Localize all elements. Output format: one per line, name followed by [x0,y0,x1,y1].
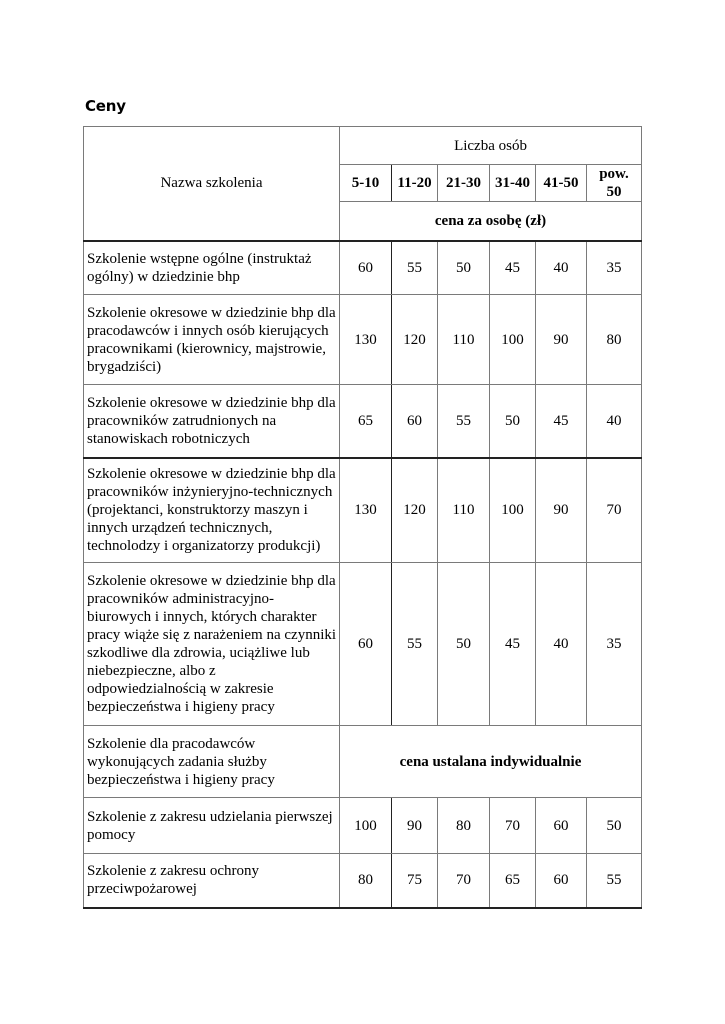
individual-price-note: cena ustalana indywidualnie [340,726,642,798]
price-cell: 110 [438,458,490,563]
page-title: Ceny [85,97,126,115]
price-cell: 60 [536,854,587,908]
training-name: Szkolenie okresowe w dziedzinie bhp dla pracodawców i innych osób kierujących pracownikami (kierownicy, majstrowie, brygadziści) [84,295,340,385]
table-row [84,385,642,458]
price-cell: 100 [340,798,392,854]
price-cell: 50 [438,241,490,295]
training-name: Szkolenie okresowe w dziedzinie bhp dla pracowników inżynieryjno-technicznych (projektanci, konstruktorzy maszyn i innych urządzeń technicznych, technolodzy i organizatorzy produkcji) [84,458,340,563]
price-cell: 110 [438,295,490,385]
price-cell: 40 [536,241,587,295]
price-cell: 65 [340,385,392,458]
column-header: 11-20 [392,165,438,202]
column-header: 41-50 [536,165,587,202]
price-table [83,126,642,909]
training-name: Szkolenie okresowe w dziedzinie bhp dla pracowników administracyjno-biurowych i innych, których charakter pracy wiąże się z narażeniem na czynniki szkodliwe dla zdrowia, uciążliwe lub niebezpieczne, albo z odpowiedzialnością w zakresie bezpieczeństwa i higieny pracy [84,563,340,726]
column-header: 21-30 [438,165,490,202]
header-row-group [84,127,642,165]
training-name: Szkolenie dla pracodawców wykonujących zadania służby bezpieczeństwa i higieny pracy [84,726,340,798]
price-cell: 100 [490,295,536,385]
price-cell: 55 [392,563,438,726]
price-cell: 70 [490,798,536,854]
table-row [84,854,642,908]
price-cell: 75 [392,854,438,908]
price-cell: 65 [490,854,536,908]
price-cell: 60 [392,385,438,458]
table-row [84,241,642,295]
price-cell: 55 [438,385,490,458]
price-cell: 60 [340,241,392,295]
column-header: pow. 50 [587,165,642,202]
price-cell: 35 [587,241,642,295]
price-cell: 45 [490,241,536,295]
price-cell: 90 [536,458,587,563]
price-cell: 50 [490,385,536,458]
price-cell: 45 [490,563,536,726]
price-cell: 60 [536,798,587,854]
table-row [84,458,642,563]
price-cell: 55 [392,241,438,295]
table-row [84,295,642,385]
price-cell: 40 [536,563,587,726]
price-cell: 60 [340,563,392,726]
price-cell: 120 [392,458,438,563]
training-name: Szkolenie okresowe w dziedzinie bhp dla pracowników zatrudnionych na stanowiskach robotniczych [84,385,340,458]
table-row [84,726,642,798]
column-header: 31-40 [490,165,536,202]
training-name: Szkolenie wstępne ogólne (instruktaż ogólny) w dziedzinie bhp [84,241,340,295]
price-cell: 80 [438,798,490,854]
price-cell: 40 [587,385,642,458]
price-cell: 45 [536,385,587,458]
price-cell: 90 [536,295,587,385]
price-cell: 80 [340,854,392,908]
price-cell: 120 [392,295,438,385]
price-cell: 50 [587,798,642,854]
price-unit-header: cena za osobę (zł) [340,202,642,241]
price-cell: 130 [340,458,392,563]
price-cell: 130 [340,295,392,385]
group-header: Liczba osób [340,127,642,165]
price-cell: 90 [392,798,438,854]
price-cell: 100 [490,458,536,563]
price-cell: 35 [587,563,642,726]
training-name: Szkolenie z zakresu ochrony przeciwpożarowej [84,854,340,908]
price-cell: 50 [438,563,490,726]
column-header: 5-10 [340,165,392,202]
training-name: Szkolenie z zakresu udzielania pierwszej pomocy [84,798,340,854]
table-row [84,563,642,726]
price-cell: 80 [587,295,642,385]
price-cell: 70 [587,458,642,563]
name-column-header: Nazwa szkolenia [84,127,340,241]
price-cell: 70 [438,854,490,908]
price-cell: 55 [587,854,642,908]
table-row [84,798,642,854]
